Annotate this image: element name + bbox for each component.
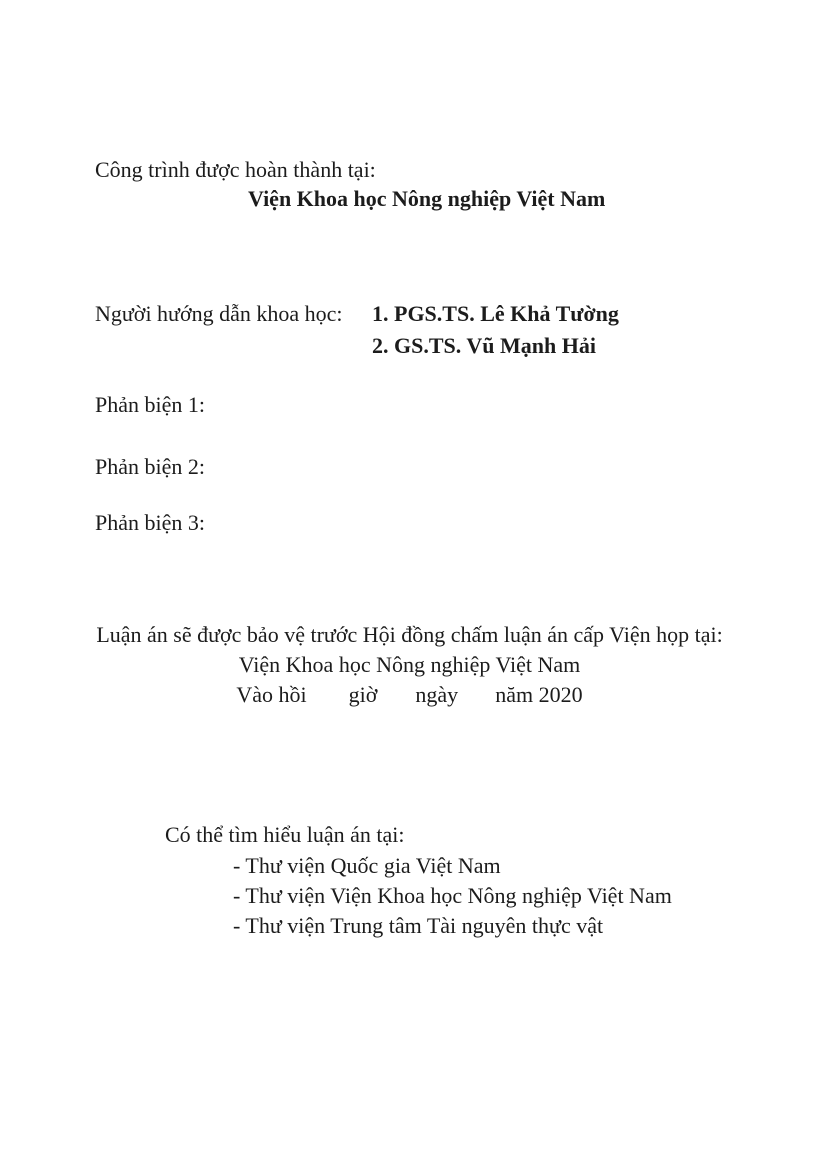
availability-item-national-library: - Thư viện Quốc gia Việt Nam bbox=[233, 853, 501, 878]
availability-item-prc-library: - Thư viện Trung tâm Tài nguyên thực vật bbox=[233, 913, 604, 938]
defense-time-year-label: năm 2020 bbox=[495, 682, 583, 707]
supervisors-label: Người hướng dẫn khoa học: bbox=[95, 301, 343, 326]
availability-item-institute-library: - Thư viện Viện Khoa học Nông nghiệp Việt Nam bbox=[233, 883, 672, 908]
institute-name-heading: Viện Khoa học Nông nghiệp Việt Nam bbox=[248, 186, 606, 211]
reviewer-2-label: Phản biện 2: bbox=[95, 454, 205, 479]
defense-time-line bbox=[0, 681, 819, 708]
defense-statement-line: Luận án sẽ được bảo vệ trước Hội đồng chấm luận án cấp Viện họp tại: bbox=[96, 622, 723, 647]
defense-time-hour-prefix: Vào hồi bbox=[236, 682, 307, 707]
supervisors-list bbox=[372, 298, 619, 362]
reviewer-1-label: Phản biện 1: bbox=[95, 392, 205, 417]
availability-list bbox=[233, 851, 672, 941]
supervisor-1: 1. PGS.TS. Lê Khả Tường bbox=[372, 301, 619, 326]
availability-label: Có thể tìm hiểu luận án tại: bbox=[165, 822, 405, 847]
defense-time-day-label: ngày bbox=[415, 682, 459, 707]
completed-at-label: Công trình được hoàn thành tại: bbox=[95, 157, 376, 182]
defense-time-hour-label: giờ bbox=[348, 682, 378, 707]
defense-venue-line: Viện Khoa học Nông nghiệp Việt Nam bbox=[238, 652, 581, 677]
supervisor-2: 2. GS.TS. Vũ Mạnh Hải bbox=[372, 333, 596, 358]
reviewer-3-label: Phản biện 3: bbox=[95, 510, 205, 535]
